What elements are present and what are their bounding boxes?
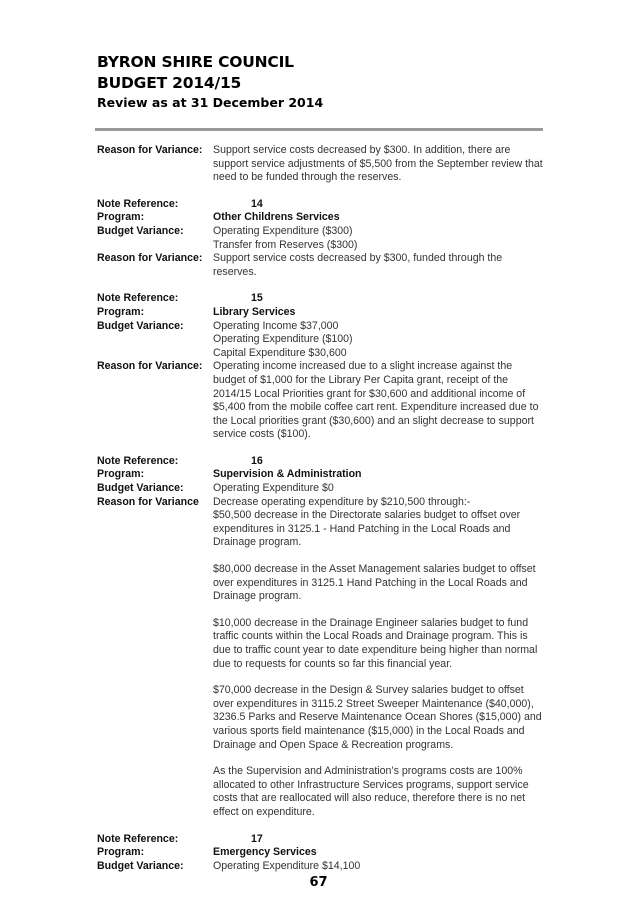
variance-line: Operating Expenditure $14,100 (213, 859, 361, 872)
program-label: Program: (97, 468, 145, 481)
note-label: Note Reference: (97, 197, 179, 210)
note-reference-row (97, 455, 547, 469)
reason-label: Reason for Variance: (97, 144, 203, 156)
variance-line: Operating Income $37,000 (213, 319, 339, 332)
reason-block (213, 496, 545, 820)
reason-text: Support service costs decreased by $300, funded through the reserves. (213, 252, 503, 278)
org-title: BYRON SHIRE COUNCIL (97, 53, 294, 71)
program-label: Program: (97, 211, 145, 224)
budget-variance-label: Budget Variance: (97, 482, 184, 495)
reason-row (97, 496, 547, 820)
note-number: 15 (251, 292, 263, 305)
reason-label: Reason for Variance: (97, 252, 203, 265)
page-number: 67 (309, 875, 328, 890)
program-name: Other Childrens Services (213, 211, 340, 224)
budget-variance-label: Budget Variance: (97, 224, 184, 237)
reason-paragraph: $50,500 decrease in the Directorate salaries budget to offset over expenditures in 3125.1 - Hand Patching in the Local Roads and Drainage program. (213, 509, 521, 549)
variance-line: Operating Expenditure $0 (213, 482, 334, 495)
budget-variance-label: Budget Variance: (97, 319, 184, 332)
reason-paragraph: As the Supervision and Administration’s programs costs are 100% allocated to other Infrastructure Services programs, support service costs that are reallocated will also reduce, therefore there is no net effect on expenditure. (213, 765, 529, 818)
reason-intro: Decrease operating expenditure by $210,500 through:- (213, 495, 471, 508)
reason-label: Reason for Variance: (97, 360, 203, 373)
document-header (97, 52, 323, 112)
note-reference-row (97, 198, 547, 212)
budget-title: BUDGET 2014/15 (97, 74, 242, 92)
budget-variance-row (97, 482, 547, 496)
variance-lines (213, 225, 545, 252)
note-label: Note Reference: (97, 292, 179, 305)
program-label: Program: (97, 846, 145, 859)
reason-paragraph: $80,000 decrease in the Asset Management salaries budget to offset over expenditures in 3125.1 Hand Patching in the Local Roads and Drainage program. (213, 563, 536, 603)
note-number: 16 (251, 454, 263, 467)
program-row (97, 846, 547, 860)
reason-row (97, 252, 547, 279)
reason-paragraph: $70,000 decrease in the Design & Survey salaries budget to offset over expenditures in 3115.2 Street Sweeper Maintenance ($40,000), 3236.5 Parks and Reserve Maintenance Ocean Shores ($15,000) and various sports field maintenance ($15,000) in the Local Roads and Drainage and Open Space & Recreation programs. (213, 684, 542, 751)
header-divider (95, 128, 543, 131)
program-row (97, 306, 547, 320)
note-number: 17 (251, 832, 263, 845)
budget-variance-row (97, 860, 547, 874)
variance-lines (213, 320, 545, 361)
program-name: Library Services (213, 305, 296, 318)
reason-row (97, 360, 547, 442)
variance-line: Transfer from Reserves ($300) (213, 238, 358, 251)
budget-variance-label: Budget Variance: (97, 859, 184, 872)
program-label: Program: (97, 305, 145, 318)
top-reason-row (97, 144, 547, 185)
variance-line: Capital Expenditure $30,600 (213, 346, 347, 359)
note-label: Note Reference: (97, 454, 179, 467)
reason-label: Reason for Variance (97, 495, 199, 508)
variance-content (97, 144, 547, 873)
budget-variance-row (97, 320, 547, 361)
note-reference-row (97, 292, 547, 306)
program-name: Emergency Services (213, 846, 317, 859)
review-subtitle: Review as at 31 December 2014 (97, 95, 324, 110)
variance-line: Operating Expenditure ($300) (213, 224, 353, 237)
budget-variance-row (97, 225, 547, 252)
note-number: 14 (251, 197, 263, 210)
note-label: Note Reference: (97, 832, 179, 845)
reason-text: Operating income increased due to a slight increase against the budget of $1,000 for the Library Per Capita grant, receipt of the 2014/15 Local Priorities grant for $30,600 and additional income of $5,400 from the mobile coffee cart rent. Expenditure increased due to the Local priorities grant ($30,600) and an slight decrease to support service costs ($100). (213, 360, 539, 441)
program-name: Supervision & Administration (213, 468, 362, 481)
program-row (97, 468, 547, 482)
reason-paragraph: $10,000 decrease in the Drainage Engineer salaries budget to fund traffic counts within the Local Roads and Drainage program. This is due to traffic count year to date expenditure being higher than normal due to requests for counts so far this financial year. (213, 616, 538, 670)
reason-text: Support service costs decreased by $300. In addition, there are support service adjustments of $5,500 from the September review that need to be funded through the reserves. (213, 144, 543, 184)
variance-line: Operating Expenditure ($100) (213, 333, 353, 346)
note-reference-row (97, 833, 547, 847)
program-row (97, 211, 547, 225)
